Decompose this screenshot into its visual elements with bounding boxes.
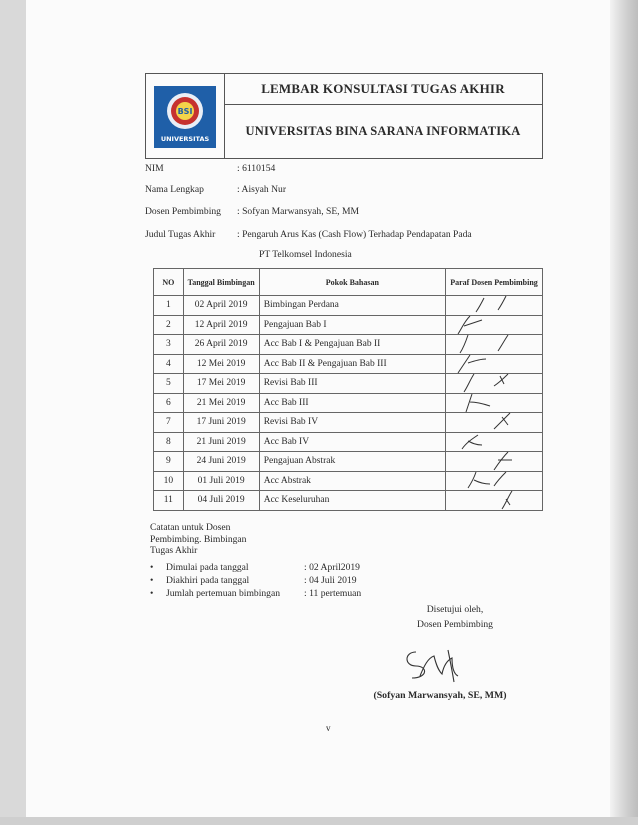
bullet-icon: • <box>150 588 154 599</box>
bullet-icon: • <box>150 575 154 586</box>
row-topic: Acc Abstrak <box>259 471 445 491</box>
table-row <box>154 452 543 472</box>
row-signature <box>446 413 543 433</box>
row-signature <box>446 432 543 452</box>
info-label: NIM <box>145 163 164 174</box>
svg-text:UNIVERSITAS: UNIVERSITAS <box>160 135 210 143</box>
row-topic: Acc Bab II & Pengajuan Bab III <box>259 354 445 374</box>
row-no: 1 <box>154 296 184 316</box>
info-label: Judul Tugas Akhir <box>145 229 216 240</box>
initials-signature-icon <box>454 489 524 511</box>
row-date: 21 Mei 2019 <box>183 393 259 413</box>
row-no: 8 <box>154 432 184 452</box>
table-row <box>154 413 543 433</box>
bullet-label: Diakhiri pada tanggal <box>166 575 250 586</box>
row-date: 24 Juni 2019 <box>183 452 259 472</box>
row-signature <box>446 491 543 511</box>
table-row <box>154 335 543 355</box>
row-date: 17 Mei 2019 <box>183 374 259 394</box>
row-topic: Acc Bab IV <box>259 432 445 452</box>
row-signature <box>446 452 543 472</box>
row-no: 6 <box>154 393 184 413</box>
row-topic: Pengajuan Bab I <box>259 315 445 335</box>
page-number: v <box>326 723 331 733</box>
bullet-value: : 04 Juli 2019 <box>304 575 357 586</box>
row-date: 12 Mei 2019 <box>183 354 259 374</box>
table-header-row <box>154 269 543 296</box>
row-no: 4 <box>154 354 184 374</box>
row-date: 01 Juli 2019 <box>183 471 259 491</box>
bullet-label: Jumlah pertemuan bimbingan <box>166 588 281 599</box>
row-date: 04 Juli 2019 <box>183 491 259 511</box>
row-topic: Pengajuan Abstrak <box>259 452 445 472</box>
notes-line: Tugas Akhir <box>150 545 198 556</box>
university-logo-icon <box>154 86 216 148</box>
notes-block <box>150 522 246 557</box>
supervisor-signature-icon <box>398 640 468 684</box>
row-no: 9 <box>154 452 184 472</box>
approval-line: Dosen Pembimbing <box>417 619 493 630</box>
row-date: 26 April 2019 <box>183 335 259 355</box>
table-row <box>154 393 543 413</box>
col-header-no: NO <box>154 269 184 296</box>
info-label: Nama Lengkap <box>145 184 204 195</box>
row-no: 7 <box>154 413 184 433</box>
institution-name: UNIVERSITAS BINA SARANA INFORMATIKA <box>245 124 521 138</box>
row-signature <box>446 393 543 413</box>
row-signature <box>446 315 543 335</box>
bullet-label: Dimulai pada tanggal <box>166 562 249 573</box>
row-no: 11 <box>154 491 184 511</box>
table-row <box>154 374 543 394</box>
row-topic: Acc Bab I & Pengajuan Bab II <box>259 335 445 355</box>
info-value: : Aisyah Nur <box>237 184 287 195</box>
col-header-topic: Pokok Bahasan <box>259 269 445 296</box>
row-no: 5 <box>154 374 184 394</box>
table-row <box>154 354 543 374</box>
svg-text:BSI: BSI <box>177 107 193 116</box>
row-topic: Acc Bab III <box>259 393 445 413</box>
col-header-signature: Paraf Dosen Pembimbing <box>446 269 543 296</box>
row-date: 12 April 2019 <box>183 315 259 335</box>
consultation-table <box>153 268 543 511</box>
bullet-value: : 02 April2019 <box>304 562 360 573</box>
notes-line: Catatan untuk Dosen <box>150 522 231 533</box>
info-label: Dosen Pembimbing <box>145 206 221 217</box>
info-value: : Sofyan Marwansyah, SE, MM <box>237 206 360 217</box>
table-row <box>154 315 543 335</box>
approval-line: Disetujui oleh, <box>426 604 484 615</box>
bullet-value: : 11 pertemuan <box>304 588 362 599</box>
form-title: LEMBAR KONSULTASI TUGAS AKHIR <box>224 74 542 105</box>
row-no: 2 <box>154 315 184 335</box>
row-signature <box>446 374 543 394</box>
row-signature <box>446 335 543 355</box>
row-topic: Bimbingan Perdana <box>259 296 445 316</box>
info-value: : Pengaruh Arus Kas (Cash Flow) Terhadap Pendapatan Pada <box>237 229 472 240</box>
row-topic: Revisi Bab III <box>259 374 445 394</box>
row-date: 02 April 2019 <box>183 296 259 316</box>
table-row <box>154 471 543 491</box>
row-no: 3 <box>154 335 184 355</box>
row-signature <box>446 471 543 491</box>
row-signature <box>446 354 543 374</box>
row-date: 21 Juni 2019 <box>183 432 259 452</box>
info-value: : 6110154 <box>237 163 276 174</box>
row-topic: Revisi Bab IV <box>259 413 445 433</box>
form-header <box>145 73 543 159</box>
col-header-date: Tanggal Bimbingan <box>183 269 259 296</box>
table-row <box>154 491 543 511</box>
table-row <box>154 296 543 316</box>
supervisor-name: (Sofyan Marwansyah, SE, MM) <box>373 690 507 701</box>
scan-bottom-band <box>0 817 638 825</box>
notes-line: Pembimbing. Bimbingan <box>150 533 247 545</box>
row-signature <box>446 296 543 316</box>
approval-block <box>395 602 515 632</box>
page-edge-shadow <box>610 0 638 825</box>
row-no: 10 <box>154 471 184 491</box>
table-row <box>154 432 543 452</box>
bullet-icon: • <box>150 562 154 573</box>
thesis-title-continuation: PT Telkomsel Indonesia <box>259 249 352 260</box>
row-topic: Acc Keseluruhan <box>259 491 445 511</box>
row-date: 17 Juni 2019 <box>183 413 259 433</box>
logo-cell <box>146 74 225 158</box>
